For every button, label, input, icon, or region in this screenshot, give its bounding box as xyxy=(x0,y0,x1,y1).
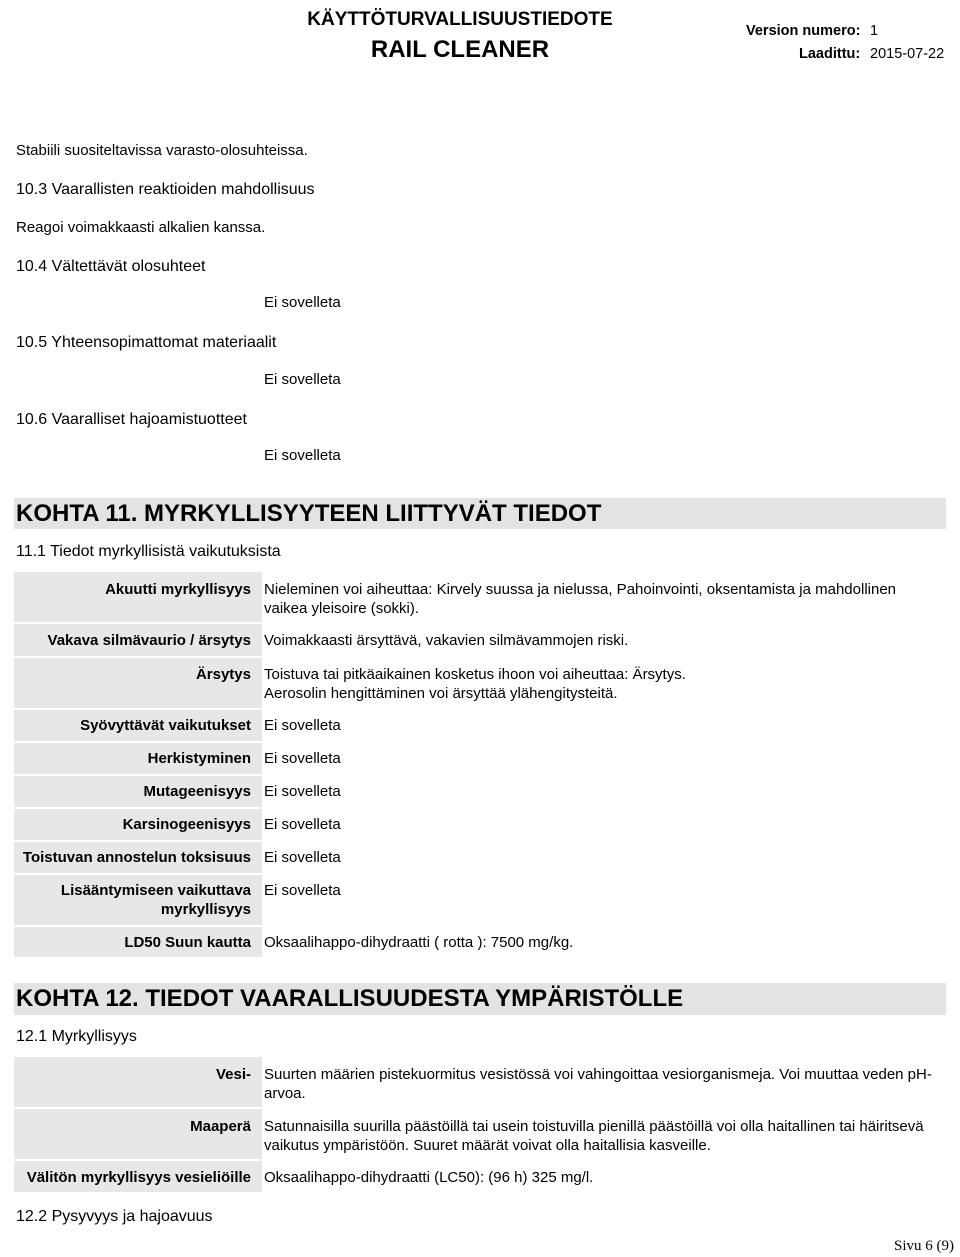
toxicity-label: Toistuvan annostelun toksisuus xyxy=(14,842,262,873)
section-12-heading: KOHTA 12. TIEDOT VAARALLISUUDESTA YMPÄRISTÖLLE xyxy=(14,983,946,1015)
ecotoxicity-label: Välitön myrkyllisyys vesieliöille xyxy=(14,1161,262,1192)
subsection-10-6: 10.6 Vaaralliset hajoamistuotteet xyxy=(16,411,247,428)
toxicity-label: Lisääntymiseen vaikuttava myrkyllisyys xyxy=(14,875,262,925)
toxicity-value: Ei sovelleta xyxy=(264,750,341,767)
toxicity-label: Mutageenisyys xyxy=(14,776,262,807)
toxicity-label: Karsinogeenisyys xyxy=(14,809,262,840)
date-value: 2015-07-22 xyxy=(870,46,945,62)
ecotoxicity-label: Maaperä xyxy=(14,1109,262,1159)
toxicity-value: Ei sovelleta xyxy=(264,849,341,866)
toxicity-label: Ärsytys xyxy=(14,658,262,708)
ecotoxicity-label: Vesi- xyxy=(14,1057,262,1107)
subsection-10-4-value: Ei sovelleta xyxy=(264,294,341,311)
toxicity-value: Ei sovelleta xyxy=(264,882,341,899)
subsection-10-3: 10.3 Vaarallisten reaktioiden mahdollisuus xyxy=(16,181,315,198)
ecotoxicity-value: Oksaalihappo-dihydraatti (LC50): (96 h) 325 mg/l. xyxy=(264,1169,594,1186)
subsection-10-5: 10.5 Yhteensopimattomat materiaalit xyxy=(16,334,277,351)
subsection-11-1: 11.1 Tiedot myrkyllisistä vaikutuksista xyxy=(16,543,281,560)
subsection-10-4: 10.4 Vältettävät olosuhteet xyxy=(16,258,206,275)
toxicity-value: Nieleminen voi aiheuttaa: Kirvely suussa ja nielussa, Pahoinvointi, oksentamista ja mahdollinen vaikea yleisoire (sokki). xyxy=(264,581,897,617)
stability-text: Stabiili suositeltavissa varasto-olosuhteissa. xyxy=(16,142,308,159)
version-label: Version numero: xyxy=(746,23,861,39)
section-11-heading: KOHTA 11. MYRKYLLISYYTEEN LIITTYVÄT TIEDOT xyxy=(14,498,946,529)
subsection-12-1: 12.1 Myrkyllisyys xyxy=(16,1028,137,1045)
toxicity-label: Vakava silmävaurio / ärsytys xyxy=(14,624,262,656)
date-label: Laadittu: xyxy=(799,46,861,62)
version-value: 1 xyxy=(870,23,879,39)
page-number: Sivu 6 (9) xyxy=(894,1238,954,1254)
subsection-10-3-text: Reagoi voimakkaasti alkalien kanssa. xyxy=(16,219,266,236)
toxicity-value: Ei sovelleta xyxy=(264,717,341,734)
ecotoxicity-value: Satunnaisilla suurilla päästöillä tai usein toistuvilla pienillä päästöillä voi olla haitallinen tai häiritsevä vaikutus ympäristöön. Suuret määrät voivat olla haitallisia kasveille. xyxy=(264,1118,924,1154)
toxicity-label: LD50 Suun kautta xyxy=(14,927,262,957)
ecotoxicity-value: Suurten määrien pistekuormitus vesistössä voi vahingoittaa vesiorganismeja. Voi muuttaa veden pH- arvoa. xyxy=(264,1066,932,1102)
toxicity-value: Ei sovelleta xyxy=(264,816,341,833)
toxicity-value: Toistuva tai pitkäaikainen kosketus ihoon voi aiheuttaa: Ärsytys. Aerosolin hengittäminen voi ärsyttää ylähengitysteitä. xyxy=(264,666,686,702)
subsection-12-2: 12.2 Pysyvyys ja hajoavuus xyxy=(16,1208,213,1225)
subsection-10-5-value: Ei sovelleta xyxy=(264,371,341,388)
toxicity-value: Voimakkaasti ärsyttävä, vakavien silmävammojen riski. xyxy=(264,632,629,649)
document-type-title: KÄYTTÖTURVALLISUUSTIEDOTE xyxy=(307,9,613,30)
product-name: RAIL CLEANER xyxy=(370,36,550,63)
toxicity-label: Akuutti myrkyllisyys xyxy=(14,572,262,622)
toxicity-label: Syövyttävät vaikutukset xyxy=(14,710,262,741)
toxicity-value: Ei sovelleta xyxy=(264,783,341,800)
subsection-10-6-value: Ei sovelleta xyxy=(264,447,341,464)
toxicity-value: Oksaalihappo-dihydraatti ( rotta ): 7500 mg/kg. xyxy=(264,934,574,951)
toxicity-label: Herkistyminen xyxy=(14,743,262,774)
